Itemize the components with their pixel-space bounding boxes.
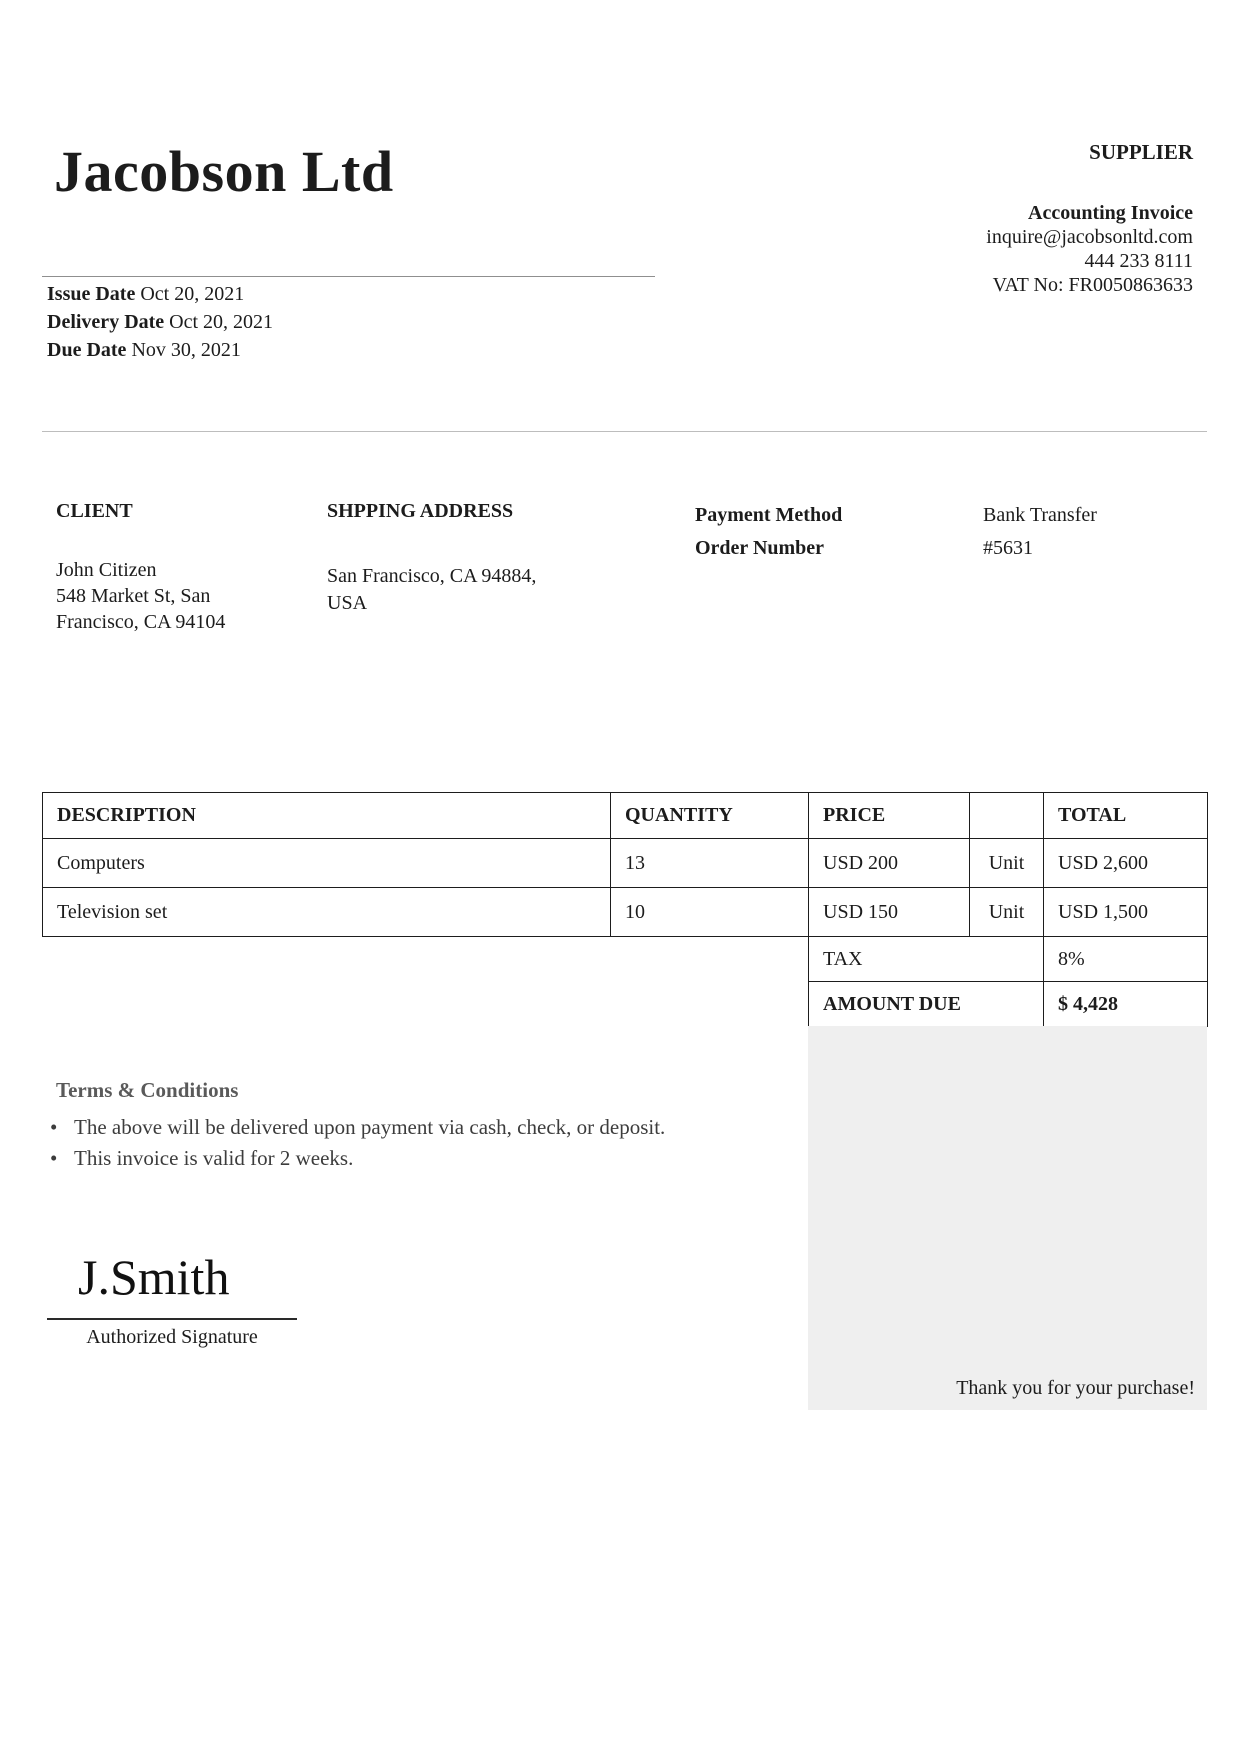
order-number-value: #5631 (983, 537, 1033, 559)
amount-due-value: $ 4,428 (1044, 982, 1208, 1027)
supplier-vat: VAT No: FR0050863633 (992, 274, 1193, 296)
bullet-icon: • (50, 1146, 58, 1170)
signature-line (47, 1318, 297, 1320)
issue-date-value: Oct 20, 2021 (140, 283, 245, 305)
shipping-address (327, 563, 536, 617)
supplier-block (986, 140, 1193, 297)
cell-total: USD 2,600 (1044, 839, 1208, 888)
issue-date-row (47, 280, 273, 308)
thank-you-note: Thank you for your purchase! (956, 1377, 1195, 1399)
tax-label: TAX (809, 937, 1044, 982)
cell-price: USD 150 (809, 888, 970, 937)
issue-date-label: Issue Date (47, 283, 136, 305)
document-type: Accounting Invoice (1028, 202, 1193, 224)
amount-due-label: AMOUNT DUE (809, 982, 1044, 1027)
due-date-row (47, 336, 273, 364)
supplier-email: inquire@jacobsonltd.com (986, 226, 1193, 248)
footer-highlight-box (808, 1026, 1207, 1410)
cell-total: USD 1,500 (1044, 888, 1208, 937)
header-description: DESCRIPTION (43, 793, 611, 839)
client-heading: CLIENT (56, 500, 133, 522)
terms-item-text: This invoice is valid for 2 weeks. (74, 1146, 354, 1170)
cell-unit: Unit (970, 888, 1044, 937)
shipping-line2: USA (327, 592, 368, 614)
cell-description: Computers (43, 839, 611, 888)
delivery-date-label: Delivery Date (47, 311, 165, 333)
due-date-label: Due Date (47, 339, 127, 361)
signature: J.Smith (78, 1249, 230, 1305)
delivery-date-value: Oct 20, 2021 (169, 311, 274, 333)
delivery-date-row (47, 308, 273, 336)
line-items-table (42, 792, 1208, 937)
signature-caption: Authorized Signature (86, 1326, 258, 1348)
terms-list (50, 1112, 665, 1174)
header-unit (970, 793, 1044, 839)
client-address (56, 557, 225, 635)
title-divider (42, 276, 655, 277)
header-price: PRICE (809, 793, 970, 839)
dates-block (47, 280, 273, 364)
cell-description: Television set (43, 888, 611, 937)
table-header-row (43, 793, 1208, 839)
tax-value: 8% (1044, 937, 1208, 982)
tax-row (809, 937, 1208, 982)
section-divider (42, 431, 1207, 432)
cell-price: USD 200 (809, 839, 970, 888)
terms-item-text: The above will be delivered upon payment via cash, check, or deposit. (74, 1115, 666, 1139)
terms-item (50, 1112, 665, 1143)
header-quantity: QUANTITY (611, 793, 809, 839)
amount-due-row (809, 982, 1208, 1027)
company-name: Jacobson Ltd (54, 139, 394, 204)
cell-unit: Unit (970, 839, 1044, 888)
cell-quantity: 13 (611, 839, 809, 888)
order-number-label: Order Number (695, 537, 825, 559)
client-name: John Citizen (56, 559, 157, 581)
header-total: TOTAL (1044, 793, 1208, 839)
supplier-phone: 444 233 8111 (1084, 250, 1193, 272)
totals-table (808, 936, 1208, 1027)
due-date-value: Nov 30, 2021 (131, 339, 241, 361)
terms-heading: Terms & Conditions (56, 1078, 239, 1102)
table-row (43, 888, 1208, 937)
table-row (43, 839, 1208, 888)
terms-item (50, 1143, 665, 1174)
bullet-icon: • (50, 1115, 58, 1139)
payment-method-value: Bank Transfer (983, 504, 1097, 526)
shipping-heading: SHPPING ADDRESS (327, 500, 514, 522)
client-address-line2: Francisco, CA 94104 (56, 611, 226, 633)
cell-quantity: 10 (611, 888, 809, 937)
supplier-label: SUPPLIER (1089, 140, 1193, 164)
client-address-line1: 548 Market St, San (56, 585, 211, 607)
shipping-line1: San Francisco, CA 94884, (327, 565, 537, 587)
payment-method-label: Payment Method (695, 504, 843, 526)
